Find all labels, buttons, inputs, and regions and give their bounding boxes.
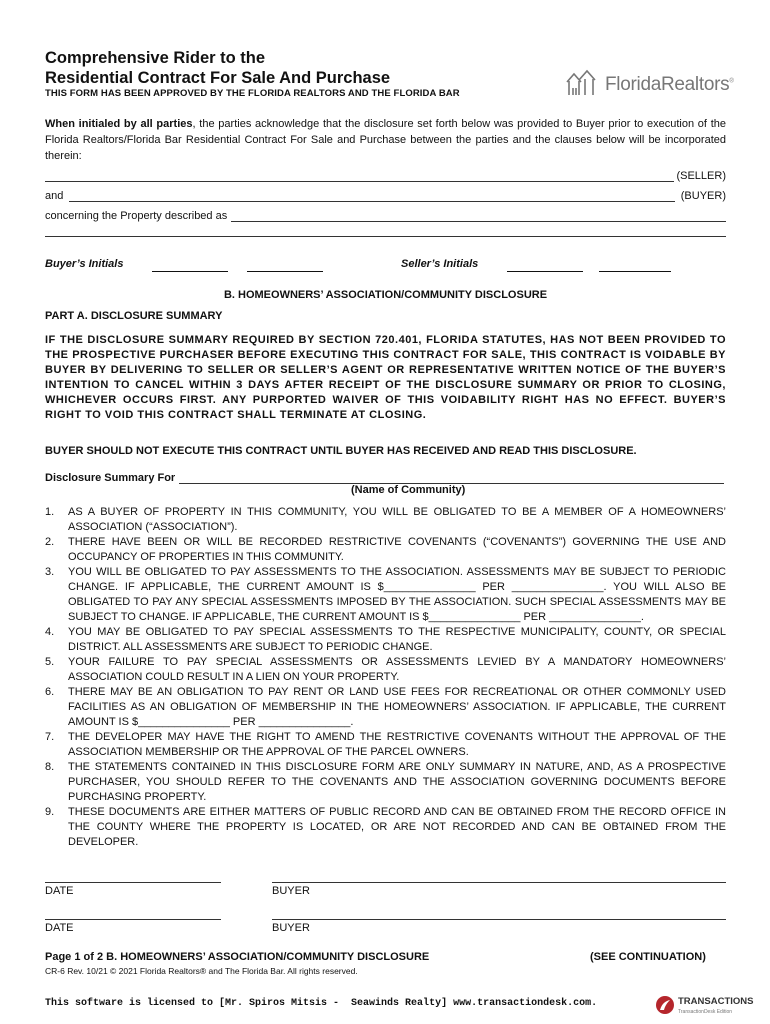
date-label-1: DATE [45,885,74,897]
license-notice: This software is licensed to [Mr. Spiros Mitsis - Seawinds Realty] www.transactiondesk.com. [45,998,598,1009]
community-name-line[interactable] [179,472,724,484]
list-item: 6. THERE MAY BE AN OBLIGATION TO PAY RENT OR LAND USE FEES FOR RECREATIONAL OR OTHER COMMONLY USED FACILITIES AS AN OBLIGATION OF MEMBERSHIP IN THE HOMEOWNERS’ ASSOCIATION. IF APPLICABLE, THE CURRENT AMOUNT IS $_______________ PER _______________. [45,686,726,728]
date-line-2[interactable] [45,919,221,920]
title-line-1: Comprehensive Rider to the [45,49,266,67]
property-label: concerning the Property described as [45,210,228,222]
date-line-1[interactable] [45,882,221,883]
section-heading: B. HOMEOWNERS’ ASSOCIATION/COMMUNITY DISCLOSURE [223,289,548,301]
buyer-row [45,186,726,202]
transactions-wordmark: TRANSACTIONS TransactionDesk Edition [678,996,754,1015]
property-input-line-2[interactable] [45,236,726,237]
seller-label: (SELLER) [676,170,726,182]
property-row [45,206,726,222]
list-item: 2. THERE HAVE BEEN OR WILL BE RECORDED RESTRICTIVE COVENANTS (“COVENANTS”) GOVERNING THE USE AND OCCUPANCY OF PROPERTIES IN THIS COMMUNITY. [45,536,726,563]
buyer-input-line[interactable] [69,190,674,202]
property-input-line[interactable] [231,210,726,222]
summary-for-label: Disclosure Summary For [45,472,176,484]
list-item: 9. THESE DOCUMENTS ARE EITHER MATTERS OF PUBLIC RECORD AND CAN BE OBTAINED FROM THE RECORD OFFICE IN THE COUNTY WHERE THE PROPERTY IS LOCATED, OR ARE NOT RECORDED AND CAN BE OBTAINED FROM THE DEVELOPER. [45,806,726,848]
list-item: 3. YOU WILL BE OBLIGATED TO PAY ASSESSMENTS TO THE ASSOCIATION. ASSESSMENTS MAY BE SUBJECT TO PERIODIC CHANGE. IF APPLICABLE, THE CURRENT AMOUNT IS $_______________ PER _______________. YOU WILL ALSO BE OBLIGATED TO PAY ANY SPECIAL ASSESSMENTS IMPOSED BY THE ASSOCIATION. SUCH SPECIAL ASSESSMENTS MAY BE SUBJECT TO CHANGE. IF APPLICABLE, THE CURRENT AMOUNT IS $_______________ PER _______________. [45,566,726,623]
see-continuation: (SEE CONTINUATION) [590,951,706,963]
list-item: 1. AS A BUYER OF PROPERTY IN THIS COMMUNITY, YOU WILL BE OBLIGATED TO BE A MEMBER OF A HOMEOWNERS’ ASSOCIATION (“ASSOCIATION”). [45,506,726,533]
form-title [45,48,390,88]
transactions-mark-icon [655,995,675,1020]
list-item: 5. YOUR FAILURE TO PAY SPECIAL ASSESSMENTS OR ASSESSMENTS LEVIED BY A MANDATORY HOMEOWNERS’ ASSOCIATION COULD RESULT IN A LIEN ON YOUR PROPERTY. [45,656,726,683]
summary-for-row [45,468,726,484]
intro-paragraph [45,116,726,164]
copyright-notice: CR-6 Rev. 10/21 © 2021 Florida Realtors® and The Florida Bar. All rights reserved. [45,966,358,976]
buyer-label-1: BUYER [272,885,310,897]
buyer-initials-label: Buyer’s Initials [45,258,124,270]
buyer-initial-1[interactable] [152,271,228,272]
title-line-2: Residential Contract For Sale And Purchase [45,69,391,87]
page-indicator: Page 1 of 2 B. HOMEOWNERS’ ASSOCIATION/COMMUNITY DISCLOSURE [45,951,430,963]
do-not-execute-notice: BUYER SHOULD NOT EXECUTE THIS CONTRACT UNTIL BUYER HAS RECEIVED AND READ THIS DISCLOSURE. [45,445,637,457]
florida-realtors-logo [565,68,737,102]
intro-rest: , the parties acknowledge that the disclosure set forth below was provided to Buyer prior to execution of the Florida Realtors/Florida Bar Residential Contract For Sale and Purchase between the parties and the clauses below will be incorporated therein: [45,118,726,162]
part-a-heading: PART A. DISCLOSURE SUMMARY [45,310,223,322]
seller-initial-1[interactable] [507,271,583,272]
seller-initial-2[interactable] [599,271,671,272]
list-item: 8. THE STATEMENTS CONTAINED IN THIS DISCLOSURE FORM ARE ONLY SUMMARY IN NATURE, AND, AS A PROSPECTIVE PURCHASER, YOU SHOULD REFER TO THE COVENANTS AND THE ASSOCIATION GOVERNING DOCUMENTS BEFORE PURCHASING PROPERTY. [45,761,726,803]
community-name-caption: (Name of Community) [351,484,466,496]
and-label: and [45,190,64,202]
list-item: 4. YOU MAY BE OBLIGATED TO PAY SPECIAL ASSESSMENTS TO THE RESPECTIVE MUNICIPALITY, COUNTY, OR SPECIAL DISTRICT. ALL ASSESSMENTS ARE SUBJECT TO PERIODIC CHANGE. [45,626,726,653]
seller-input-line[interactable] [45,170,674,182]
buyer-signature-line-2[interactable] [272,919,726,920]
house-icon [565,68,601,103]
voidability-warning: IF THE DISCLOSURE SUMMARY REQUIRED BY SECTION 720.401, FLORIDA STATUTES, HAS NOT BEEN PROVIDED TO THE PROSPECTIVE PURCHASER BEFORE EXECUTING THIS CONTRACT FOR SALE, THIS CONTRACT IS VOIDABLE BY BUYER BY DELIVERING TO SELLER OR SELLER’S AGENT OR REPRESENTATIVE WRITTEN NOTICE OF THE BUYER’S INTENTION TO CANCEL WITHIN 3 DAYS AFTER RECEIPT OF THE DISCLOSURE SUMMARY OR PRIOR TO CLOSING, WHICHEVER OCCURS FIRST. ANY PURPORTED WAIVER OF THIS VOIDABILITY RIGHT HAS NO EFFECT. BUYER’S RIGHT TO VOID THIS CONTRACT SHALL TERMINATE AT CLOSING. [45,334,726,421]
transactions-logo [655,996,754,1018]
seller-row [45,166,726,182]
disclosure-list [45,505,726,850]
approval-notice: THIS FORM HAS BEEN APPROVED BY THE FLORIDA REALTORS AND THE FLORIDA BAR [45,88,460,99]
buyer-label: (BUYER) [680,190,726,202]
date-label-2: DATE [45,922,74,934]
intro-lead: When initialed by all parties [45,118,193,130]
seller-initials-label: Seller’s Initials [401,258,479,270]
list-item: 7. THE DEVELOPER MAY HAVE THE RIGHT TO AMEND THE RESTRICTIVE COVENANTS WITHOUT THE APPROVAL OF THE ASSOCIATION MEMBERSHIP OR THE APPROVAL OF THE PARCEL OWNERS. [45,731,726,758]
buyer-label-2: BUYER [272,922,310,934]
buyer-signature-line-1[interactable] [272,882,726,883]
buyer-initial-2[interactable] [247,271,323,272]
logo-wordmark: FloridaRealtors® [605,74,734,95]
